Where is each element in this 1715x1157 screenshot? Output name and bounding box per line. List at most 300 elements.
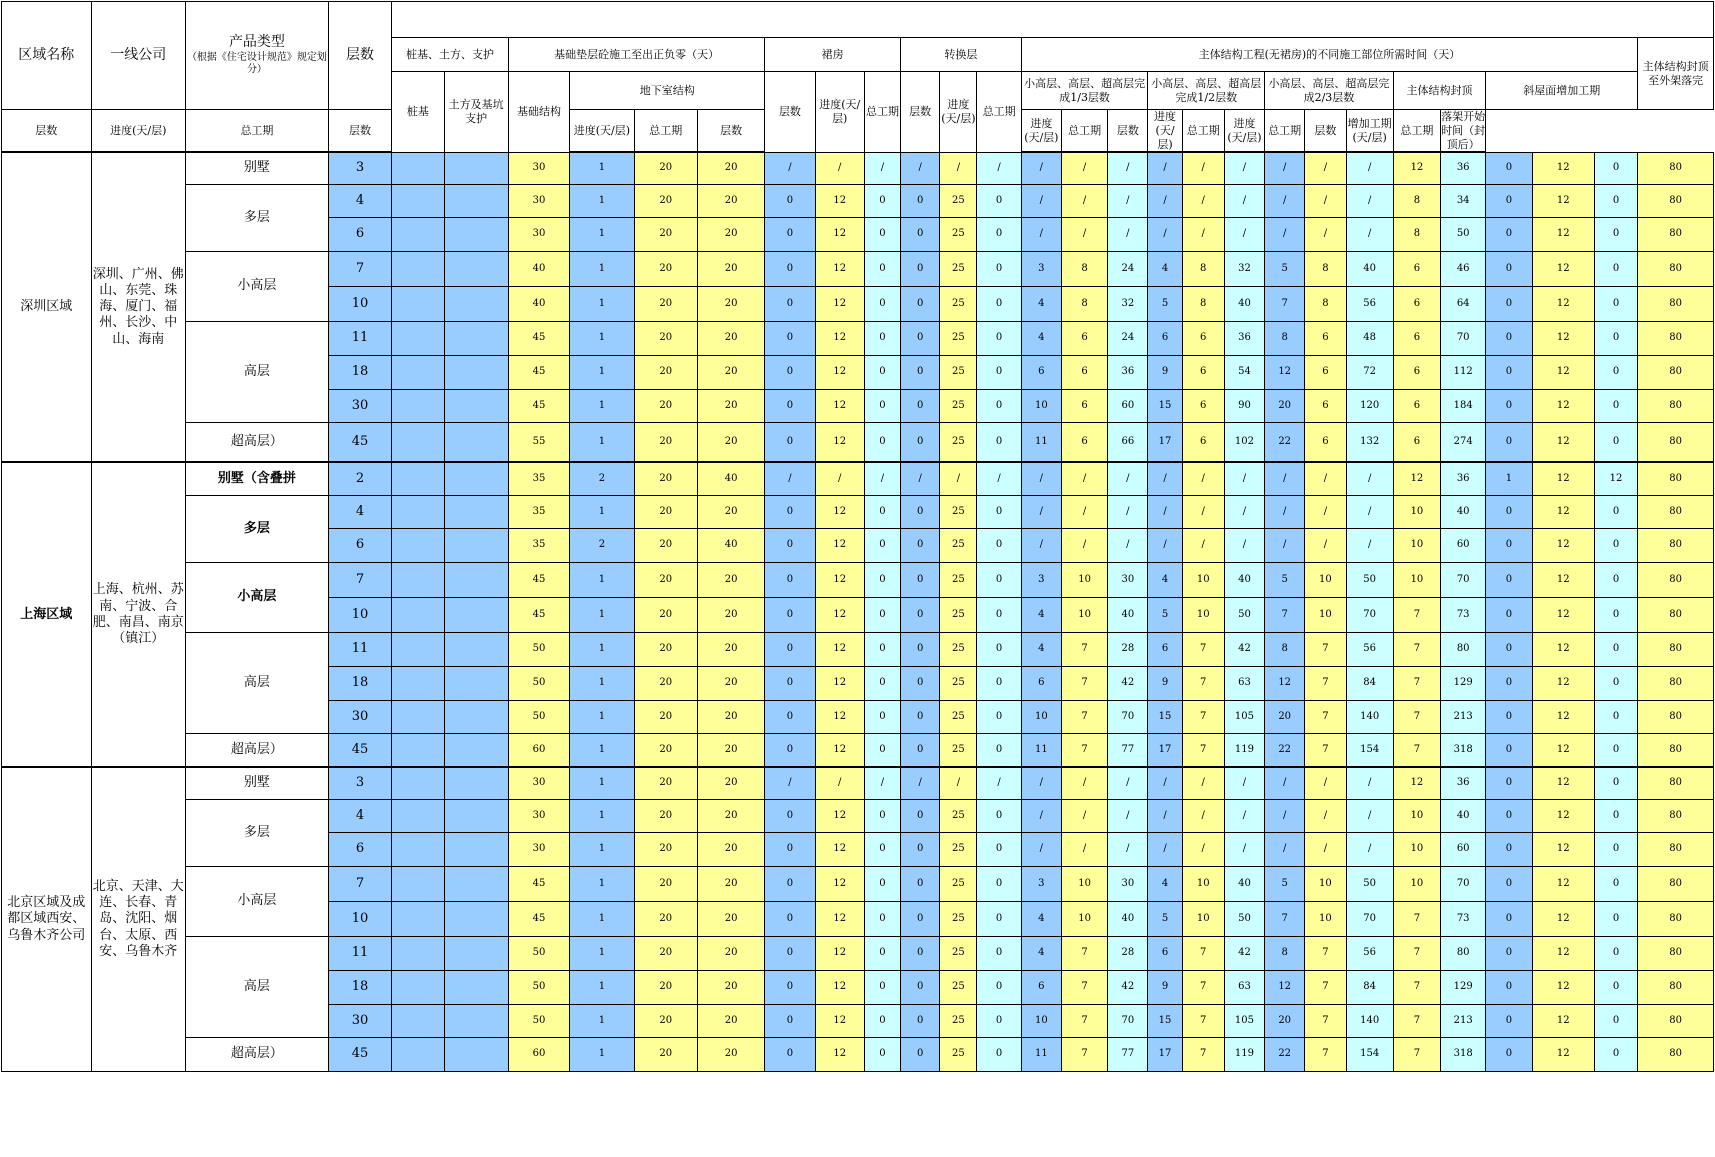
pile-cell [392,970,444,1004]
data-cell: 7 [1265,901,1305,936]
data-cell: 36 [1224,321,1264,355]
data-cell: 7 [1182,1004,1224,1037]
data-cell: 12 [815,528,864,562]
data-cell: / [1021,495,1061,528]
header-main-half: 小高层、高层、超高层完成1/2层数 [1148,72,1265,110]
data-cell: 12 [1532,700,1594,733]
data-cell: 0 [864,799,900,832]
data-cell: 0 [1594,832,1637,866]
pile-cell [392,321,444,355]
data-cell: 0 [1594,152,1637,184]
data-cell: 0 [1594,597,1637,632]
data-cell: / [1182,799,1224,832]
data-cell: 40 [697,462,764,495]
data-cell: 1 [570,562,634,597]
data-cell: 0 [901,217,940,251]
earthwork-cell [444,1004,508,1037]
data-cell: 0 [1486,321,1532,355]
data-cell: 7 [1182,970,1224,1004]
data-cell: 0 [1594,733,1637,767]
data-cell: 80 [1638,901,1714,936]
data-cell: 0 [901,936,940,970]
floors-cell: 4 [328,184,391,217]
product-type: 别墅 [186,152,329,184]
data-cell: 0 [901,1037,940,1071]
data-cell: 11 [1021,422,1061,462]
data-cell: 1 [570,251,634,286]
data-cell: / [765,462,815,495]
data-cell: 20 [634,355,697,389]
data-cell: / [1108,799,1148,832]
product-type: 小高层 [186,251,329,321]
data-cell: 20 [697,799,764,832]
data-cell: / [815,767,864,799]
data-cell: 8 [1393,217,1440,251]
data-cell: 0 [977,666,1021,700]
data-cell: 6 [1061,321,1107,355]
data-cell: 0 [864,700,900,733]
data-cell: 50 [1441,217,1486,251]
product-type: 多层 [186,799,329,866]
data-cell: 1 [570,1004,634,1037]
data-cell: 30 [508,832,569,866]
data-cell: 20 [634,1037,697,1071]
data-cell: 12 [815,597,864,632]
data-cell: 11 [1021,733,1061,767]
data-cell: 0 [765,733,815,767]
data-cell: 12 [1532,832,1594,866]
data-cell: 12 [815,970,864,1004]
data-cell: 0 [901,666,940,700]
data-cell: 4 [1021,901,1061,936]
data-cell: 12 [1532,767,1594,799]
data-cell: 0 [1594,970,1637,1004]
data-cell: 12 [1532,422,1594,462]
header-transfer-progress: 进度(天/层) [940,72,977,153]
data-cell: 42 [1224,936,1264,970]
data-cell: / [1148,832,1182,866]
product-type: 超高层） [186,733,329,767]
data-cell: 20 [634,970,697,1004]
header-skirt-group: 裙房 [765,38,901,72]
data-cell: / [1061,799,1107,832]
data-cell: / [1061,152,1107,184]
data-cell: 12 [815,251,864,286]
table-row [2,422,1714,462]
data-cell: / [1346,462,1393,495]
data-cell: 6 [1305,321,1346,355]
data-cell: 20 [697,597,764,632]
data-cell: 0 [765,355,815,389]
data-cell: 25 [940,597,977,632]
data-cell: 0 [765,422,815,462]
data-cell: 6 [1182,321,1224,355]
data-cell: / [1108,767,1148,799]
header-last-start: 落架开始时间（封顶后） [1441,110,1486,151]
data-cell: 0 [901,355,940,389]
data-cell: 1 [570,799,634,832]
data-cell: 0 [864,970,900,1004]
data-cell: 45 [508,901,569,936]
data-cell: 0 [765,970,815,1004]
data-cell: 129 [1441,970,1486,1004]
data-cell: 6 [1182,355,1224,389]
data-cell: 45 [508,866,569,901]
data-cell: 0 [977,632,1021,666]
data-cell: 1 [570,632,634,666]
data-cell: 25 [940,495,977,528]
region-cities: 上海、杭州、苏南、宁波、合肥、南昌、南京（镇江） [91,462,186,767]
earthwork-cell [444,184,508,217]
data-cell: 105 [1224,700,1264,733]
data-cell: 20 [1265,1004,1305,1037]
data-cell: 50 [508,970,569,1004]
data-cell: 80 [1638,799,1714,832]
data-cell: 20 [697,217,764,251]
data-cell: 0 [864,901,900,936]
data-cell: 66 [1108,422,1148,462]
header-roof-added: 增加工期(天/层) [1346,110,1393,153]
data-cell: 12 [1532,1004,1594,1037]
data-cell: 10 [1061,562,1107,597]
header-product-type [186,2,329,110]
data-cell: 12 [815,495,864,528]
data-cell: 25 [940,832,977,866]
data-cell: 20 [697,152,764,184]
table-row [2,936,1714,970]
data-cell: 40 [1224,562,1264,597]
data-cell: 5 [1148,286,1182,321]
data-cell: 25 [940,251,977,286]
data-cell: 20 [634,462,697,495]
data-cell: 12 [1532,462,1594,495]
data-cell: / [1224,184,1264,217]
data-cell: 72 [1346,355,1393,389]
data-cell: / [1061,184,1107,217]
data-cell: / [1061,767,1107,799]
earthwork-cell [444,422,508,462]
data-cell: / [1346,767,1393,799]
data-cell: 40 [1441,495,1486,528]
data-cell: 73 [1441,901,1486,936]
data-cell: 25 [940,389,977,422]
data-cell: 12 [1265,970,1305,1004]
data-cell: 8 [1182,286,1224,321]
data-cell: 0 [1486,286,1532,321]
data-cell: 12 [1265,355,1305,389]
data-cell: 12 [815,866,864,901]
data-cell: 132 [1346,422,1393,462]
data-cell: 9 [1148,666,1182,700]
data-cell: 0 [901,901,940,936]
data-cell: 45 [508,562,569,597]
data-cell: 0 [765,321,815,355]
data-cell: 7 [1182,632,1224,666]
data-cell: 20 [634,495,697,528]
data-cell: 60 [508,1037,569,1071]
data-cell: 0 [977,597,1021,632]
data-cell: 25 [940,666,977,700]
data-cell: 20 [634,251,697,286]
data-cell: 0 [901,1004,940,1037]
data-cell: 12 [815,184,864,217]
data-cell: 12 [815,632,864,666]
data-cell: 80 [1638,970,1714,1004]
data-cell: 0 [1486,733,1532,767]
data-cell: / [901,152,940,184]
data-cell: 0 [1486,152,1532,184]
data-cell: 6 [1393,286,1440,321]
data-cell: 12 [1532,666,1594,700]
data-cell: / [1148,528,1182,562]
floors-cell: 2 [328,462,391,495]
header-roof-group: 斜屋面增加工期 [1486,72,1638,110]
data-cell: 15 [1148,700,1182,733]
data-cell: 0 [1594,632,1637,666]
data-cell: 4 [1021,936,1061,970]
data-cell: 40 [508,286,569,321]
data-cell: 4 [1021,632,1061,666]
floors-cell: 4 [328,495,391,528]
data-cell: 6 [1182,389,1224,422]
data-cell: 10 [1182,866,1224,901]
data-cell: 20 [697,700,764,733]
data-cell: 0 [1486,217,1532,251]
pile-cell [392,1004,444,1037]
data-cell: 0 [1594,217,1637,251]
data-cell: 10 [1021,1004,1061,1037]
data-cell: 30 [508,767,569,799]
data-cell: / [1108,462,1148,495]
data-cell: 2 [570,462,634,495]
product-type: 高层 [186,321,329,422]
data-cell: / [1305,495,1346,528]
pile-cell [392,355,444,389]
data-cell: 7 [1305,970,1346,1004]
header-main-structure-group: 主体结构工程(无裙房)的不同施工部位所需时间（天） [1021,38,1637,72]
data-cell: 12 [815,1037,864,1071]
data-cell: 6 [1021,355,1061,389]
header-foundation-group: 基础垫层砼施工至出正负零（天） [508,38,764,72]
earthwork-cell [444,286,508,321]
earthwork-cell [444,1037,508,1071]
data-cell: 12 [815,799,864,832]
data-cell: 20 [697,866,764,901]
data-cell: 0 [977,799,1021,832]
earthwork-cell [444,866,508,901]
earthwork-cell [444,632,508,666]
data-cell: 0 [1594,666,1637,700]
data-cell: 20 [634,632,697,666]
data-cell: 25 [940,970,977,1004]
data-cell: 12 [1594,462,1637,495]
earthwork-cell [444,562,508,597]
data-cell: 7 [1182,936,1224,970]
data-cell: 55 [508,422,569,462]
data-cell: 0 [901,733,940,767]
data-cell: 7 [1305,1004,1346,1037]
data-cell: 20 [697,422,764,462]
data-cell: 24 [1108,321,1148,355]
data-cell: 7 [1305,936,1346,970]
data-cell: 0 [901,286,940,321]
header-main-two-third: 小高层、高层、超高层完成2/3层数 [1265,72,1394,110]
pile-cell [392,597,444,632]
table-row [2,152,1714,184]
data-cell: 7 [1182,733,1224,767]
data-cell: 0 [1486,1037,1532,1071]
data-cell: 45 [508,321,569,355]
data-cell: 8 [1305,251,1346,286]
data-cell: 20 [634,321,697,355]
data-cell: 80 [1638,666,1714,700]
data-cell: / [1061,462,1107,495]
data-cell: 0 [977,321,1021,355]
data-cell: 1 [570,286,634,321]
data-cell: 119 [1224,1037,1264,1071]
header-main-top: 主体结构封顶 [1393,72,1486,110]
data-cell: 0 [1594,355,1637,389]
data-cell: 28 [1108,936,1148,970]
data-cell: 7 [1305,733,1346,767]
data-cell: 0 [977,970,1021,1004]
data-cell: / [1061,832,1107,866]
data-cell: 25 [940,733,977,767]
data-cell: / [1265,528,1305,562]
data-cell: 10 [1182,901,1224,936]
data-cell: 0 [977,528,1021,562]
data-cell: 1 [570,901,634,936]
data-cell: 6 [1021,970,1061,1004]
data-cell: 36 [1441,767,1486,799]
floors-cell: 7 [328,251,391,286]
data-cell: 20 [634,832,697,866]
data-cell: / [1305,832,1346,866]
header-earthwork: 土方及基坑支护 [444,72,508,153]
floors-cell: 45 [328,1037,391,1071]
product-type: 超高层） [186,1037,329,1071]
data-cell: 40 [1224,286,1264,321]
header-basement-progress: 进度(天/层) [91,110,186,153]
table-body [2,152,1714,1071]
data-cell: / [1148,217,1182,251]
data-cell: 0 [977,832,1021,866]
data-cell: 7 [1393,1004,1440,1037]
data-cell: 1 [570,152,634,184]
data-cell: / [1265,495,1305,528]
data-cell: 0 [1486,632,1532,666]
data-cell: 12 [1393,152,1440,184]
data-cell: 70 [1441,866,1486,901]
data-cell: 12 [815,936,864,970]
pile-cell [392,936,444,970]
data-cell: 0 [1594,184,1637,217]
data-cell: / [977,152,1021,184]
data-cell: 12 [815,217,864,251]
pile-cell [392,666,444,700]
data-cell: 4 [1021,321,1061,355]
data-cell: 0 [765,251,815,286]
data-cell: / [901,767,940,799]
table-row [2,184,1714,217]
product-type: 多层 [186,184,329,251]
data-cell: 20 [697,562,764,597]
data-cell: 22 [1265,1037,1305,1071]
data-cell: / [1182,495,1224,528]
data-cell: 40 [1441,799,1486,832]
data-cell: / [1021,528,1061,562]
data-cell: 20 [697,184,764,217]
data-cell: 28 [1108,632,1148,666]
data-cell: 0 [1594,562,1637,597]
floors-cell: 45 [328,422,391,462]
header-pile: 桩基 [392,72,444,153]
data-cell: / [1346,152,1393,184]
data-cell: 84 [1346,666,1393,700]
data-cell: 12 [815,562,864,597]
data-cell: 80 [1638,700,1714,733]
floors-cell: 18 [328,355,391,389]
data-cell: / [864,152,900,184]
data-cell: 8 [1061,251,1107,286]
data-cell: 7 [1393,632,1440,666]
data-cell: 0 [1594,1004,1637,1037]
data-cell: 10 [1305,866,1346,901]
data-cell: / [1346,799,1393,832]
data-cell: 20 [634,866,697,901]
data-cell: 10 [1393,495,1440,528]
data-cell: / [1265,832,1305,866]
data-cell: 20 [634,286,697,321]
data-cell: 12 [815,321,864,355]
data-cell: 70 [1108,1004,1148,1037]
data-cell: 12 [1532,389,1594,422]
data-cell: 40 [1108,901,1148,936]
data-cell: 70 [1346,597,1393,632]
table-row [2,799,1714,832]
data-cell: 12 [815,901,864,936]
data-cell: 80 [1638,597,1714,632]
data-cell: 7 [1182,700,1224,733]
data-cell: / [1148,152,1182,184]
data-cell: / [1148,767,1182,799]
data-cell: 0 [977,562,1021,597]
earthwork-cell [444,389,508,422]
pile-cell [392,901,444,936]
data-cell: 12 [1532,632,1594,666]
data-cell: 0 [765,286,815,321]
data-cell: / [864,767,900,799]
data-cell: / [1346,217,1393,251]
data-cell: / [1182,152,1224,184]
data-cell: / [1182,832,1224,866]
data-cell: 35 [508,462,569,495]
data-cell: 12 [815,700,864,733]
data-cell: / [1148,495,1182,528]
data-cell: 6 [1148,632,1182,666]
pile-cell [392,152,444,184]
pile-cell [392,767,444,799]
data-cell: 70 [1108,700,1148,733]
data-cell: 50 [1224,597,1264,632]
table-row [2,733,1714,767]
data-cell: 12 [815,389,864,422]
data-cell: 7 [1061,733,1107,767]
data-cell: 80 [1638,462,1714,495]
data-cell: 154 [1346,733,1393,767]
data-cell: 42 [1108,666,1148,700]
data-cell: 15 [1148,1004,1182,1037]
